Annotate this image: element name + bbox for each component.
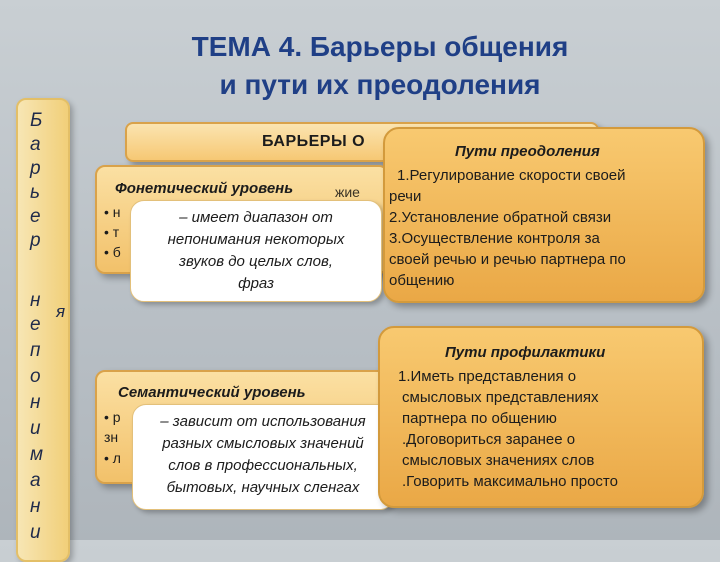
semantic-callout — [132, 404, 394, 510]
vertical-letter: и — [30, 418, 41, 439]
phonetic-bullet: • б — [104, 244, 121, 260]
prevention-line: 1.Иметь представления о — [398, 368, 577, 385]
vertical-letter: е — [30, 314, 41, 335]
vertical-letter: н — [30, 392, 41, 413]
overcoming-line: своей речью и речью партнера по — [389, 251, 626, 268]
vertical-letter: р — [30, 158, 41, 179]
semantic-bullet: зн — [104, 429, 119, 445]
prevention-title: Пути профилактики — [445, 344, 606, 361]
phonetic-bullet: • т — [104, 224, 120, 240]
vertical-letter: а — [30, 470, 41, 491]
vertical-letter: а — [30, 134, 41, 155]
overcoming-box — [383, 127, 705, 303]
phonetic-level-title: Фонетический уровень — [115, 180, 294, 197]
overcoming-line: речи — [389, 188, 422, 205]
vertical-letter: е — [30, 206, 41, 227]
prevention-line: смысловых представлениях — [402, 389, 599, 406]
callout-line: – имеет диапазон от — [179, 209, 333, 226]
vertical-letter: Б — [30, 110, 43, 131]
phonetic-bullet: • н — [104, 204, 121, 220]
title-line-2: и пути их преодоления — [219, 69, 541, 100]
prevention-line: .Договориться заранее о — [402, 431, 576, 448]
vertical-letter: и — [30, 522, 41, 543]
prevention-line: партнера по общению — [402, 410, 557, 427]
overcoming-line: 3.Осуществление контроля за — [389, 230, 600, 247]
vertical-letter: о — [30, 366, 41, 387]
vertical-letter: н — [30, 496, 41, 517]
overcoming-line: 2.Установление обратной связи — [389, 209, 612, 226]
slide-title — [100, 28, 660, 104]
vertical-letter: н — [30, 290, 41, 311]
callout-line: – зависит от использования — [160, 413, 366, 430]
vertical-letter: р — [30, 230, 41, 251]
callout-line: непонимания некоторых — [167, 231, 345, 248]
semantic-bullet: • л — [104, 450, 121, 466]
semantic-level-title: Семантический уровень — [118, 384, 306, 401]
phonetic-peek-text: жие — [335, 184, 360, 200]
prevention-box — [378, 326, 704, 508]
prevention-line: смысловых значениях слов — [402, 452, 595, 469]
vertical-letter: м — [30, 444, 44, 465]
overcoming-line: 1.Регулирование скорости своей — [397, 167, 626, 184]
title-line-1: ТЕМА 4. Барьеры общения — [191, 31, 569, 62]
callout-line: бытовых, научных сленгах — [166, 479, 360, 496]
barriers-header-label: БАРЬЕРЫ О — [262, 133, 366, 150]
callout-line: фраз — [238, 275, 274, 292]
vertical-extra-letter: я — [56, 302, 66, 321]
prevention-line: .Говорить максимально просто — [402, 473, 618, 490]
overcoming-line: общению — [389, 272, 455, 289]
callout-line: разных смысловых значений — [162, 435, 364, 452]
vertical-letter: ь — [30, 182, 40, 203]
phonetic-callout — [130, 200, 382, 302]
callout-line: слов в профессиональных, — [168, 457, 358, 474]
vertical-letter: п — [30, 340, 41, 361]
callout-line: звуков до целых слов, — [179, 253, 333, 270]
semantic-bullet: • р — [104, 409, 121, 425]
vertical-word-bar — [16, 98, 70, 562]
overcoming-title: Пути преодоления — [455, 143, 600, 160]
